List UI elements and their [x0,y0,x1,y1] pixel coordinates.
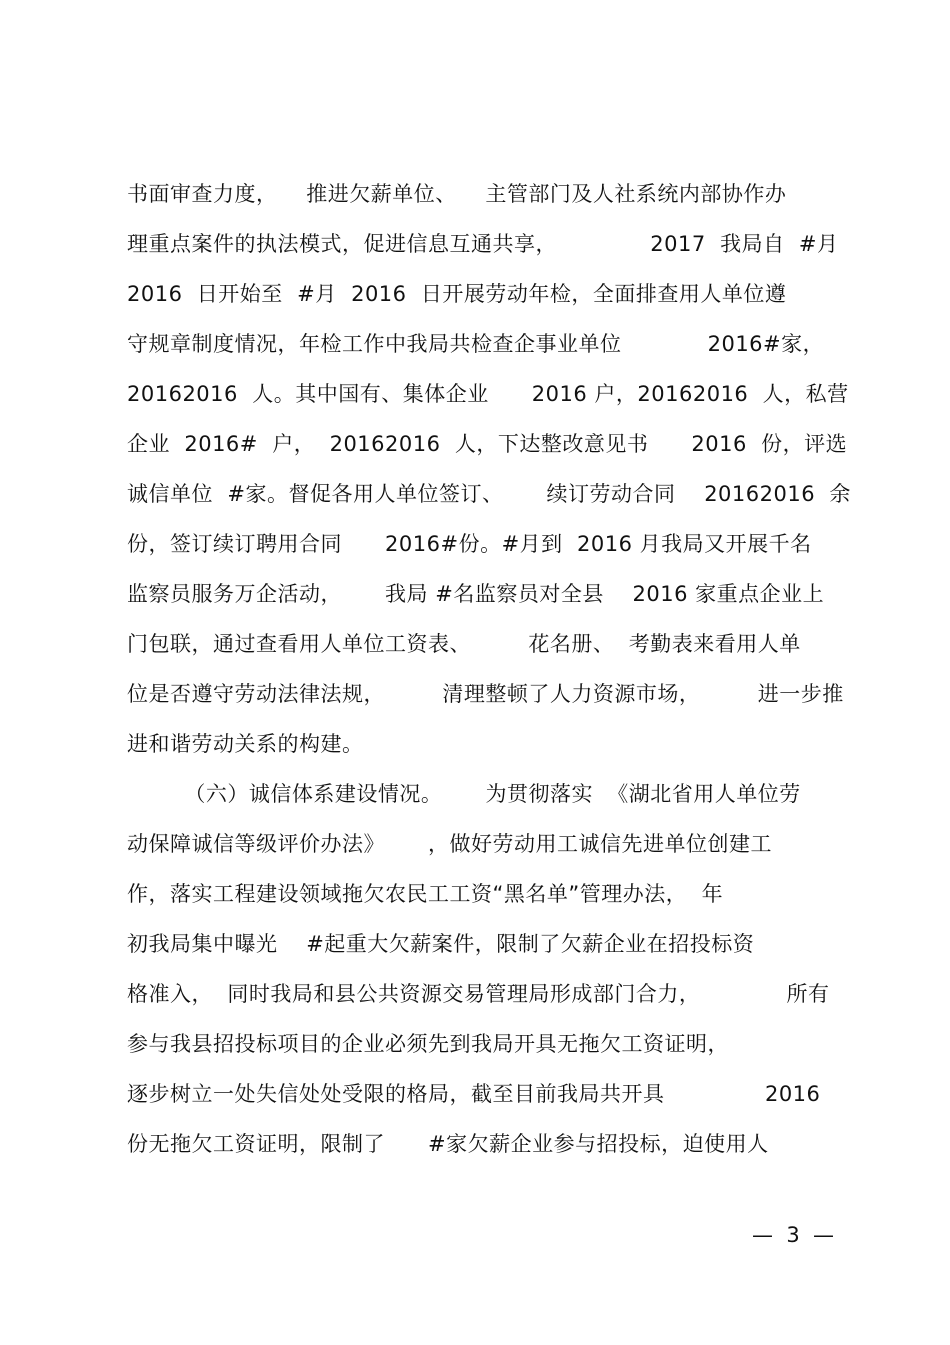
text-line: 份无拖欠工资证明，限制了 #家欠薪企业参与招投标，迫使用人 [127,1132,769,1156]
text-line: 份，签订续订聘用合同 2016#份。#月到 2016 月我局又开展千名 [127,532,812,556]
text-line: 格准入， 同时我局和县公共资源交易管理局形成部门合力， 所有 [127,982,830,1006]
page-number: — 3 — [752,1223,835,1247]
text-line: 作，落实工程建设领域拖欠农民工工资“黑名单”管理办法， 年 [127,882,724,906]
text-line: 位是否遵守劳动法律法规， 清理整顿了人力资源市场， 进一步推 [127,682,844,706]
text-line: 逐步树立一处失信处处受限的格局，截至目前我局共开具 2016 [127,1082,821,1106]
text-line: 门包联，通过查看用人单位工资表、 花名册、 考勤表来看用人单 [127,632,801,656]
text-line: 书面审查力度， 推进欠薪单位、 主管部门及人社系统内部协作办 [127,182,787,206]
text-line: 20162016 人。其中国有、集体企业 2016 户，20162016 人，私营 [127,382,849,406]
text-line: 企业 2016# 户， 20162016 人，下达整改意见书 2016 份，评选 [127,432,848,456]
text-line: （六）诚信体系建设情况。 为贯彻落实 《湖北省用人单位劳 [127,782,801,806]
text-line: 参与我县招投标项目的企业必须先到我局开具无拖欠工资证明， [127,1032,729,1056]
text-line: 动保障诚信等级评价办法》 ，做好劳动用工诚信先进单位创建工 [127,832,773,856]
text-line: 进和谐劳动关系的构建。 [127,732,364,756]
text-line: 诚信单位 #家。督促各用人单位签订、 续订劳动合同 20162016 余 [127,482,851,506]
text-line: 守规章制度情况，年检工作中我局共检查企事业单位 2016#家， [127,332,825,356]
text-line: 监察员服务万企活动， 我局 #名监察员对全县 2016 家重点企业上 [127,582,825,606]
text-line: 理重点案件的执法模式，促进信息互通共享， 2017 我局自 #月 [127,232,839,256]
text-line: 初我局集中曝光 #起重大欠薪案件，限制了欠薪企业在招投标资 [127,932,755,956]
text-line: 2016 日开始至 #月 2016 日开展劳动年检，全面排查用人单位遵 [127,282,787,306]
